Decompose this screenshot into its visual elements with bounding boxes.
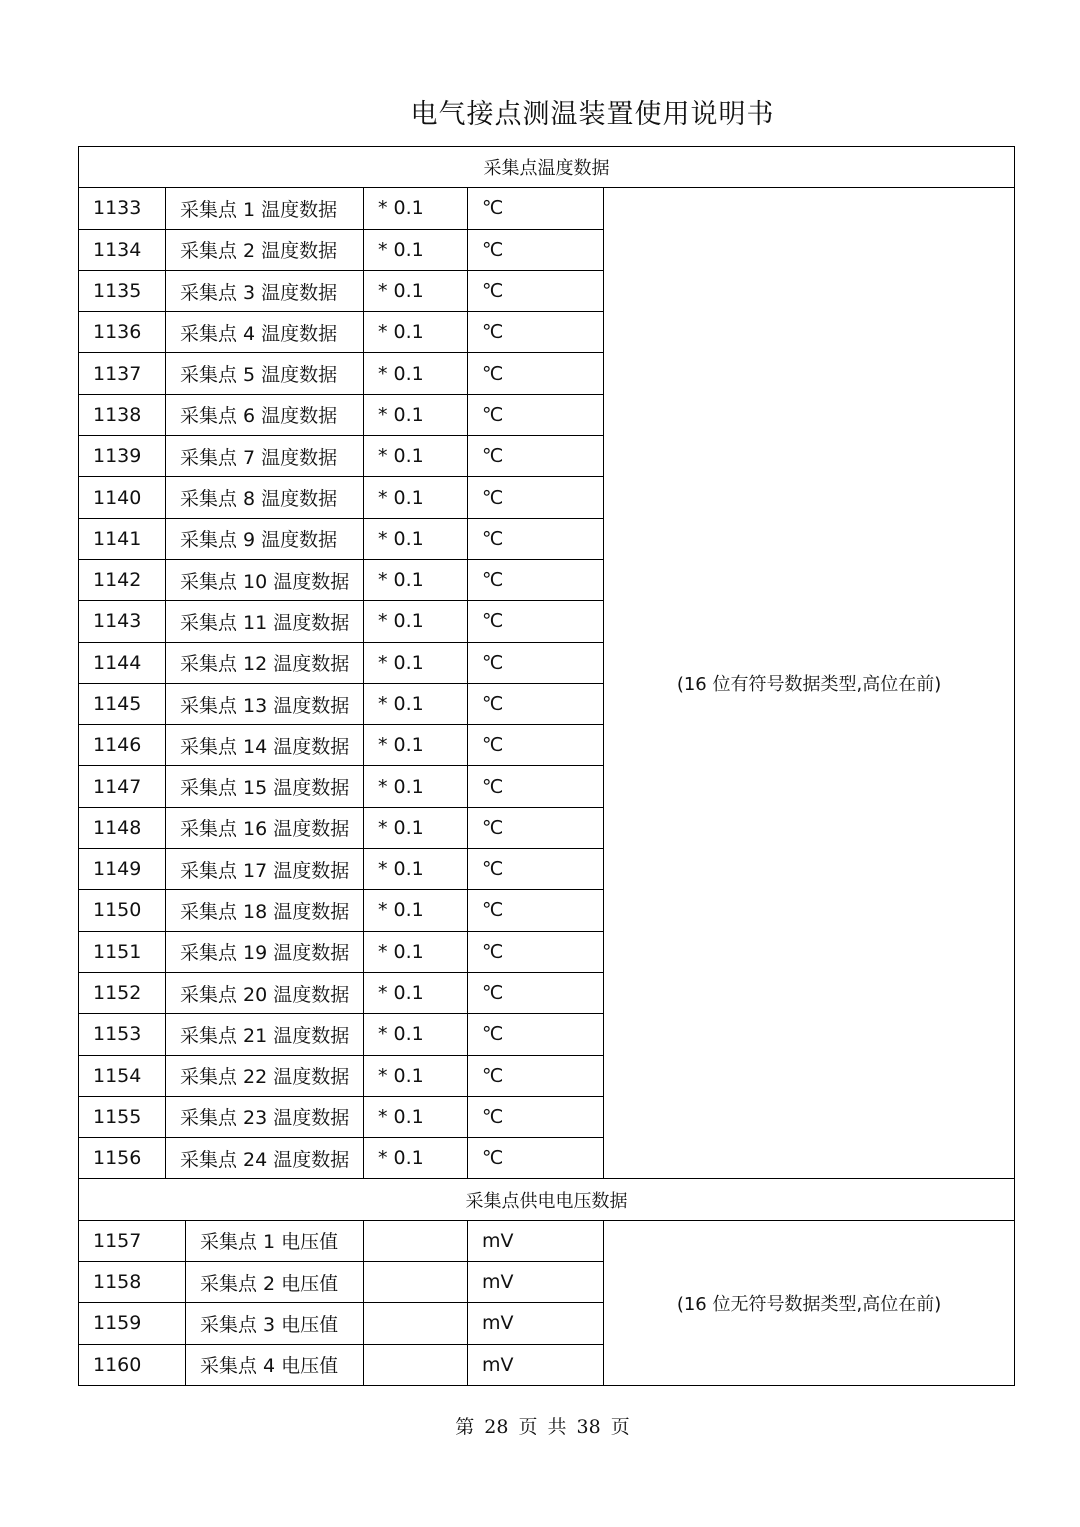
scale-factor: * 0.1	[364, 601, 468, 642]
register-address: 1151	[79, 931, 166, 972]
unit: ℃	[468, 642, 604, 683]
register-name: 采集点 22 温度数据	[166, 1055, 364, 1096]
unit: ℃	[468, 1014, 604, 1055]
scale-factor: * 0.1	[364, 849, 468, 890]
unit: ℃	[468, 1055, 604, 1096]
register-name: 采集点 1 电压值	[186, 1220, 364, 1261]
scale-factor: * 0.1	[364, 188, 468, 229]
unit: ℃	[468, 683, 604, 724]
register-address: 1145	[79, 683, 166, 724]
register-address: 1146	[79, 725, 166, 766]
register-name: 采集点 5 温度数据	[166, 353, 364, 394]
scale-factor	[364, 1220, 468, 1261]
scale-factor: * 0.1	[364, 1138, 468, 1179]
register-name: 采集点 4 电压值	[186, 1344, 364, 1385]
register-address: 1148	[79, 807, 166, 848]
scale-factor	[364, 1344, 468, 1385]
register-name: 采集点 20 温度数据	[166, 972, 364, 1013]
register-name: 采集点 8 温度数据	[166, 477, 364, 518]
document-title: 电气接点测温装置使用说明书	[410, 99, 775, 130]
register-address: 1147	[79, 766, 166, 807]
scale-factor	[364, 1262, 468, 1303]
register-address: 1139	[79, 436, 166, 477]
unit: ℃	[468, 477, 604, 518]
page-footer: 第 28 页 共 38 页	[455, 1416, 630, 1438]
register-name: 采集点 11 温度数据	[166, 601, 364, 642]
register-address: 1142	[79, 559, 166, 600]
register-name: 采集点 3 温度数据	[166, 270, 364, 311]
register-name: 采集点 14 温度数据	[166, 725, 364, 766]
register-address: 1135	[79, 270, 166, 311]
table-row	[79, 1220, 1015, 1261]
register-address: 1150	[79, 890, 166, 931]
register-address: 1133	[79, 188, 166, 229]
register-address: 1138	[79, 394, 166, 435]
scale-factor: * 0.1	[364, 807, 468, 848]
scale-factor: * 0.1	[364, 436, 468, 477]
scale-factor: * 0.1	[364, 477, 468, 518]
unit: ℃	[468, 559, 604, 600]
register-name: 采集点 2 温度数据	[166, 229, 364, 270]
register-name: 采集点 23 温度数据	[166, 1096, 364, 1137]
register-address: 1141	[79, 518, 166, 559]
register-name: 采集点 7 温度数据	[166, 436, 364, 477]
unit: ℃	[468, 931, 604, 972]
unit: ℃	[468, 725, 604, 766]
scale-factor: * 0.1	[364, 972, 468, 1013]
scale-factor: * 0.1	[364, 1096, 468, 1137]
table-row	[79, 188, 1015, 229]
unit: ℃	[468, 601, 604, 642]
scale-factor: * 0.1	[364, 766, 468, 807]
scale-factor: * 0.1	[364, 394, 468, 435]
data-type-note: (16 位有符号数据类型,高位在前)	[604, 188, 1015, 1179]
register-name: 采集点 18 温度数据	[166, 890, 364, 931]
register-address: 1144	[79, 642, 166, 683]
register-address: 1153	[79, 1014, 166, 1055]
register-address: 1159	[79, 1303, 186, 1344]
register-name: 采集点 6 温度数据	[166, 394, 364, 435]
unit: ℃	[468, 394, 604, 435]
register-address: 1152	[79, 972, 166, 1013]
scale-factor: * 0.1	[364, 229, 468, 270]
register-name: 采集点 12 温度数据	[166, 642, 364, 683]
unit: ℃	[468, 766, 604, 807]
register-name: 采集点 10 温度数据	[166, 559, 364, 600]
register-address: 1143	[79, 601, 166, 642]
unit: ℃	[468, 188, 604, 229]
register-name: 采集点 15 温度数据	[166, 766, 364, 807]
scale-factor: * 0.1	[364, 312, 468, 353]
register-name: 采集点 2 电压值	[186, 1262, 364, 1303]
register-name: 采集点 19 温度数据	[166, 931, 364, 972]
register-address: 1134	[79, 229, 166, 270]
unit: mV	[468, 1220, 604, 1261]
register-address: 1156	[79, 1138, 166, 1179]
scale-factor: * 0.1	[364, 518, 468, 559]
scale-factor: * 0.1	[364, 1055, 468, 1096]
scale-factor: * 0.1	[364, 353, 468, 394]
scale-factor	[364, 1303, 468, 1344]
unit: ℃	[468, 229, 604, 270]
unit: ℃	[468, 518, 604, 559]
unit: ℃	[468, 270, 604, 311]
unit: ℃	[468, 353, 604, 394]
scale-factor: * 0.1	[364, 931, 468, 972]
register-address: 1158	[79, 1262, 186, 1303]
unit: ℃	[468, 436, 604, 477]
register-name: 采集点 4 温度数据	[166, 312, 364, 353]
register-address: 1155	[79, 1096, 166, 1137]
unit: ℃	[468, 972, 604, 1013]
scale-factor: * 0.1	[364, 890, 468, 931]
section-header-row	[79, 147, 1015, 188]
register-name: 采集点 1 温度数据	[166, 188, 364, 229]
scale-factor: * 0.1	[364, 559, 468, 600]
register-name: 采集点 16 温度数据	[166, 807, 364, 848]
scale-factor: * 0.1	[364, 725, 468, 766]
register-address: 1140	[79, 477, 166, 518]
register-address: 1154	[79, 1055, 166, 1096]
register-name: 采集点 17 温度数据	[166, 849, 364, 890]
register-name: 采集点 3 电压值	[186, 1303, 364, 1344]
scale-factor: * 0.1	[364, 642, 468, 683]
section-heading: 采集点供电电压数据	[79, 1179, 1015, 1220]
register-name: 采集点 24 温度数据	[166, 1138, 364, 1179]
unit: mV	[468, 1344, 604, 1385]
scale-factor: * 0.1	[364, 1014, 468, 1055]
section-header-row	[79, 1179, 1015, 1220]
unit: ℃	[468, 312, 604, 353]
register-address: 1136	[79, 312, 166, 353]
register-table	[78, 146, 1015, 1386]
unit: ℃	[468, 1096, 604, 1137]
register-address: 1157	[79, 1220, 186, 1261]
register-address: 1160	[79, 1344, 186, 1385]
scale-factor: * 0.1	[364, 270, 468, 311]
scale-factor: * 0.1	[364, 683, 468, 724]
unit: ℃	[468, 849, 604, 890]
unit: mV	[468, 1262, 604, 1303]
unit: ℃	[468, 890, 604, 931]
register-name: 采集点 9 温度数据	[166, 518, 364, 559]
register-address: 1149	[79, 849, 166, 890]
register-name: 采集点 13 温度数据	[166, 683, 364, 724]
unit: mV	[468, 1303, 604, 1344]
unit: ℃	[468, 1138, 604, 1179]
data-type-note: (16 位无符号数据类型,高位在前)	[604, 1220, 1015, 1385]
register-name: 采集点 21 温度数据	[166, 1014, 364, 1055]
unit: ℃	[468, 807, 604, 848]
section-heading: 采集点温度数据	[79, 147, 1015, 188]
register-address: 1137	[79, 353, 166, 394]
